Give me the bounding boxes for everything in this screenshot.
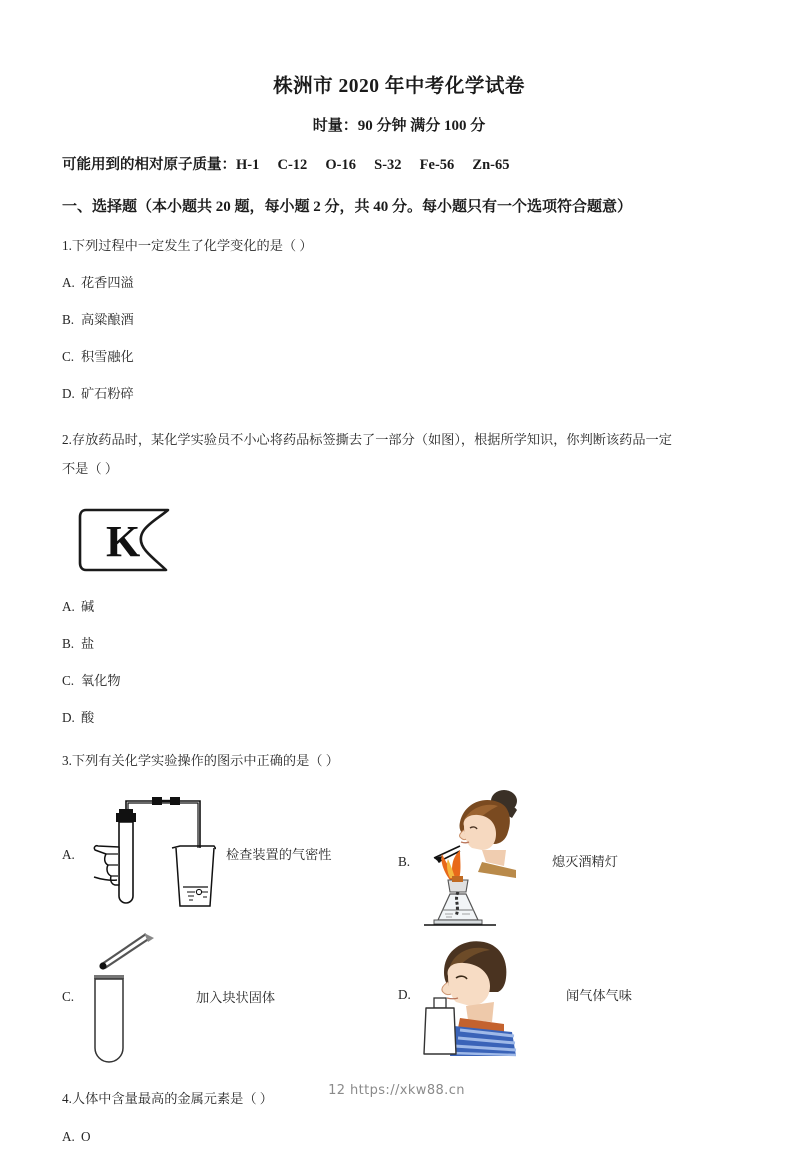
question-1-option-a (62, 270, 736, 295)
option-label: A. (62, 599, 75, 615)
option-text: O (81, 1128, 91, 1144)
option-label: D. (62, 386, 75, 402)
airtightness-test-apparatus-icon (84, 784, 216, 920)
option-text: 氧化物 (81, 673, 121, 689)
smelling-gas-from-bottle-icon (420, 932, 548, 1062)
section-heading-choice: 一、选择题（本小题共 20 题，每小题 2 分，共 40 分。每小题只有一个选项符合题意） (62, 198, 633, 215)
question-3-stem: 3.下列有关化学实验操作的图示中正确的是（ ） (62, 753, 339, 769)
option-text: 酸 (81, 710, 95, 726)
option-label: C. (62, 989, 75, 1005)
option-label: C. (62, 349, 75, 365)
question-4-option-a (62, 1124, 736, 1149)
question-2-stem-line2: 不是（ ） (62, 461, 119, 477)
option-text: 高粱酿酒 (81, 312, 134, 328)
option-label: B. (62, 312, 75, 328)
blowing-out-alcohol-lamp-icon (420, 784, 540, 932)
option-label: B. (398, 854, 411, 870)
option-label: D. (62, 710, 75, 726)
question-2-option-c (62, 668, 736, 693)
question-2-option-b (62, 631, 736, 656)
atomic-masses-line: 可能用到的相对原子质量：H-1 C-12 O-16 S-32 Fe-56 Zn-65 (62, 156, 510, 173)
option-caption: 闻气体气味 (566, 987, 632, 1003)
option-text: 花香四溢 (81, 275, 134, 291)
option-label: C. (62, 673, 75, 689)
option-label: D. (398, 987, 411, 1003)
question-3-row-2 (62, 932, 734, 1072)
option-label: A. (62, 1128, 75, 1144)
page-footer-watermark: 12 https://xkw88.cn (328, 1083, 465, 1098)
question-2-stem-line1: 2.存放药品时，某化学实验员不小心将药品标签撕去了一部分（如图），根据所学知识，你判断该药品一定 (62, 431, 672, 447)
question-2-figure (76, 504, 736, 580)
option-text: 盐 (81, 636, 95, 652)
question-3-figure-grid (62, 784, 734, 1072)
adding-solid-to-test-tube-icon (84, 932, 180, 1068)
option-text: 积雪融化 (81, 349, 134, 365)
torn-bottle-label-icon (76, 504, 186, 580)
question-3-option-a (62, 784, 398, 920)
question-3-option-c (62, 932, 398, 1068)
question-1-stem: 1.下列过程中一定发生了化学变化的是（ ） (62, 237, 313, 253)
question-3-option-d (398, 932, 734, 1062)
page-title: 株洲市 2020 年中考化学试卷 (273, 76, 525, 97)
question-3-option-b (398, 784, 734, 932)
option-label: A. (62, 275, 75, 291)
question-1-option-b (62, 307, 736, 332)
question-1-option-d (62, 381, 736, 406)
question-1-option-c (62, 344, 736, 369)
exam-subtitle: 时量：90 分钟 满分 100 分 (312, 118, 486, 135)
option-text: 矿石粉碎 (81, 386, 134, 402)
question-3-row-1 (62, 784, 734, 932)
option-caption: 加入块状固体 (196, 989, 276, 1005)
label-letter-k: K (106, 517, 141, 567)
option-text: 碱 (81, 599, 95, 615)
option-label: B. (62, 636, 75, 652)
question-4-stem: 4.人体中含量最高的金属元素是（ ） (62, 1091, 273, 1107)
question-2-option-d (62, 705, 736, 730)
question-2-option-a (62, 594, 736, 619)
option-label: A. (62, 847, 75, 863)
option-caption: 熄灭酒精灯 (552, 853, 618, 869)
option-caption: 检查装置的气密性 (226, 846, 332, 862)
